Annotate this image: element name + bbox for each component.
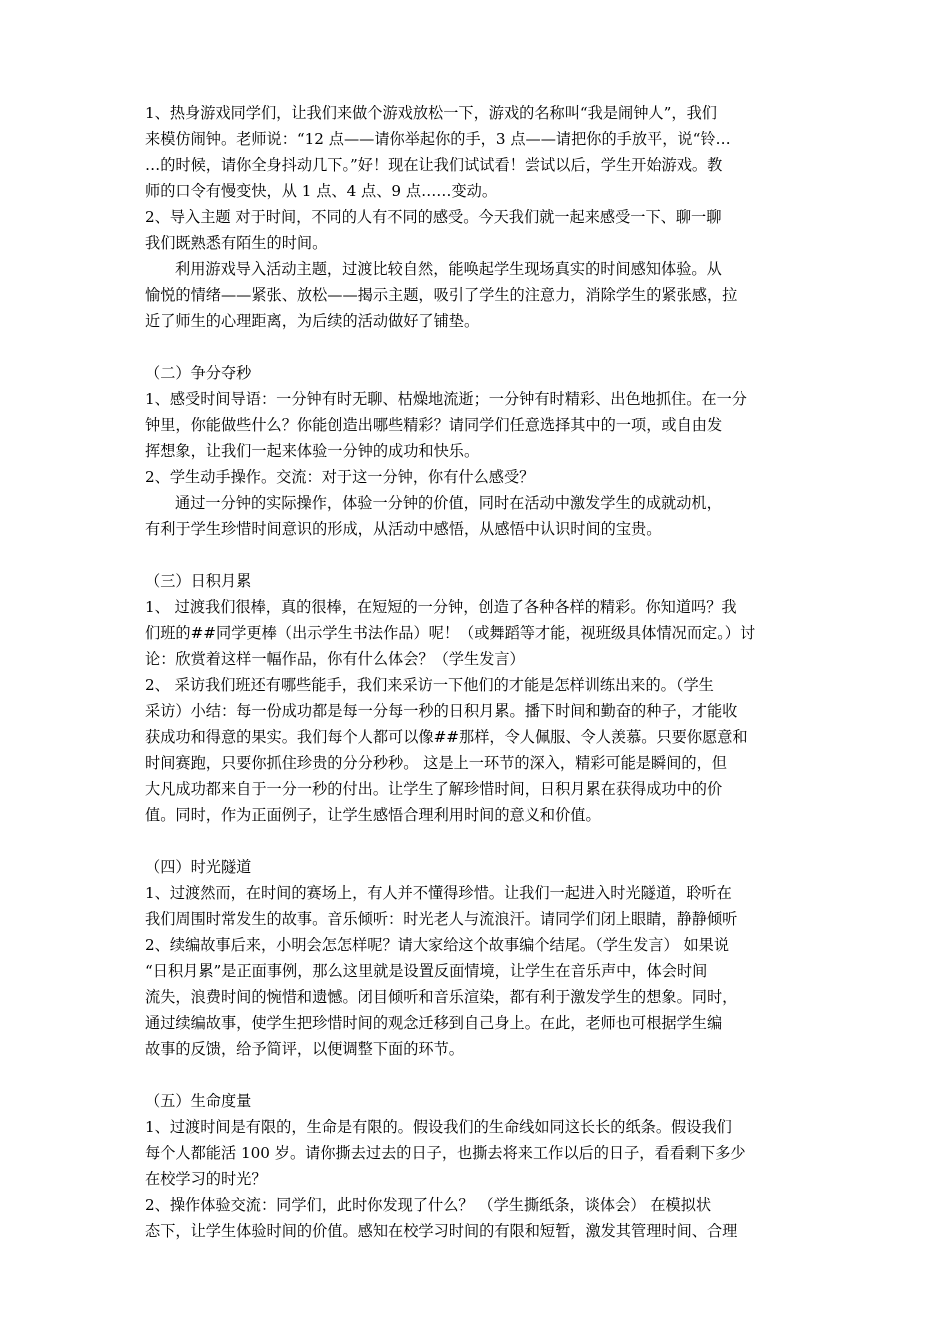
section-heading: （三）日积月累 (145, 572, 252, 590)
blank-line (145, 1062, 809, 1088)
text-line: 论：欣赏着这样一幅作品，你有什么体会？（学生发言） (145, 650, 525, 668)
text-line: 通过续编故事，使学生把珍惜时间的观念迁移到自己身上。在此，老师也可根据学生编 (145, 1014, 723, 1032)
text-line: 1、过渡然而，在时间的赛场上，有人并不懂得珍惜。让我们一起进入时光隧道，聆听在 (145, 884, 732, 902)
blank-line (145, 828, 809, 854)
section-heading: （四）时光隧道 (145, 858, 252, 876)
text-line: 我们周围时常发生的故事。音乐倾听：时光老人与流浪汗。请同学们闭上眼睛，静静倾听 (145, 910, 738, 928)
text-line: 来模仿闹钟。老师说：“12 点——请你举起你的手，3 点——请把你的手放平，说“铃… (145, 130, 731, 148)
text-line: 在校学习的时光？ (145, 1170, 267, 1188)
text-line: 获成功和得意的果实。我们每个人都可以像##那样，令人佩服、令人羡慕。只要你愿意和 (145, 728, 748, 746)
text-line: 利用游戏导入活动主题，过渡比较自然，能唤起学生现场真实的时间感知体验。从 (175, 260, 722, 278)
text-line: 故事的反馈，给予简评，以便调整下面的环节。 (145, 1040, 464, 1058)
document-page (145, 100, 809, 1244)
text-line: 钟里，你能做些什么？你能创造出哪些精彩？请同学们任意选择其中的一项，或自由发 (145, 416, 723, 434)
text-line: 2、操作体验交流：同学们，此时你发现了什么？ （学生撕纸条，谈体会） 在模拟状 (145, 1196, 712, 1214)
blank-line (145, 542, 809, 568)
text-line: 1、热身游戏同学们，让我们来做个游戏放松一下，游戏的名称叫“我是闹钟人”，我们 (145, 104, 717, 122)
text-line: 挥想象，让我们一起来体验一分钟的成功和快乐。 (145, 442, 480, 460)
text-line: “日积月累”是正面事例，那么这里就是设置反面情境，让学生在音乐声中，体会时间 (145, 962, 708, 980)
text-line: 时间赛跑，只要你抓住珍贵的分分秒秒。 这是上一环节的深入，精彩可能是瞬间的，但 (145, 754, 727, 772)
text-line: 2、学生动手操作。交流：对于这一分钟，你有什么感受？ (145, 468, 535, 486)
text-line: 通过一分钟的实际操作，体验一分钟的价值，同时在活动中激发学生的成就动机， (175, 494, 722, 512)
text-line: 师的口令有慢变快，从 1 点、4 点、9 点……变动。 (145, 182, 498, 200)
text-line: 流失，浪费时间的惋惜和遗憾。闭目倾听和音乐渲染，都有利于激发学生的想象。同时， (145, 988, 738, 1006)
text-line: 2、导入主题 对于时间，不同的人有不同的感受。今天我们就一起来感受一下、聊一聊 (145, 208, 722, 226)
text-line: 2、 采访我们班还有哪些能手，我们来采访一下他们的才能是怎样训练出来的。（学生 (145, 676, 714, 694)
text-line: 们班的##同学更棒（出示学生书法作品）呢！（或舞蹈等才能，视班级具体情况而定。）讨 (145, 624, 756, 642)
text-line: …的时候，请你全身抖动几下。”好！现在让我们试试看！尝试以后，学生开始游戏。教 (145, 156, 723, 174)
text-line: 我们既熟悉有陌生的时间。 (145, 234, 328, 252)
text-line: 每个人都能活 100 岁。请你撕去过去的日子，也撕去将来工作以后的日子，看看剩下多少 (145, 1144, 746, 1162)
text-line: 大凡成功都来自于一分一秒的付出。让学生了解珍惜时间，日积月累在获得成功中的价 (145, 780, 723, 798)
blank-line (145, 334, 809, 360)
text-line: 值。同时，作为正面例子，让学生感悟合理利用时间的意义和价值。 (145, 806, 601, 824)
text-line: 1、 过渡我们很棒，真的很棒，在短短的一分钟，创造了各种各样的精彩。你知道吗？我 (145, 598, 737, 616)
text-line: 采访）小结：每一份成功都是每一分每一秒的日积月累。播下时间和勤奋的种子，才能收 (145, 702, 738, 720)
text-line: 愉悦的情绪——紧张、放松——揭示主题，吸引了学生的注意力，消除学生的紧张感，拉 (145, 286, 738, 304)
section-heading: （二）争分夺秒 (145, 364, 252, 382)
text-line: 1、过渡时间是有限的，生命是有限的。假设我们的生命线如同这长长的纸条。假设我们 (145, 1118, 732, 1136)
text-line: 1、感受时间导语：一分钟有时无聊、枯燥地流逝；一分钟有时精彩、出色地抓住。在一分 (145, 390, 747, 408)
text-line: 态下，让学生体验时间的价值。感知在校学习时间的有限和短暂，激发其管理时间、合理 (145, 1222, 738, 1240)
text-line: 有利于学生珍惜时间意识的形成，从活动中感悟，从感悟中认识时间的宝贵。 (145, 520, 662, 538)
text-line: 2、续编故事后来，小明会怎怎样呢？请大家给这个故事编个结尾。（学生发言） 如果说 (145, 936, 730, 954)
text-line: 近了师生的心理距离，为后续的活动做好了铺垫。 (145, 312, 480, 330)
section-heading: （五）生命度量 (145, 1092, 252, 1110)
